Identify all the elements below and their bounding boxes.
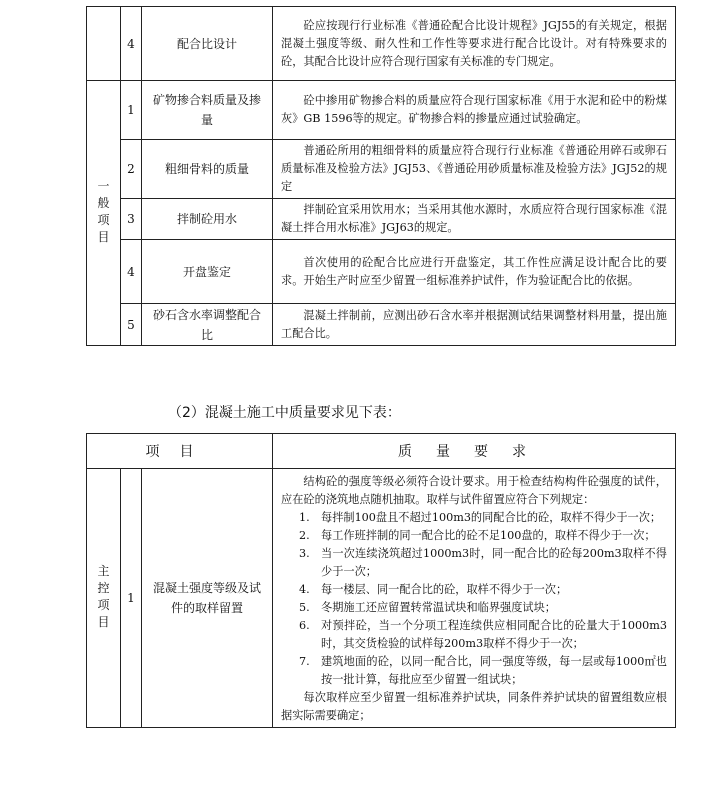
- category-cell-empty: [87, 7, 121, 81]
- item-requirement: 砼应按现行行业标准《普通砼配合比设计规程》JGJ55的有关规定，根据混凝土强度等级、耐久性和工作性等要求进行配合比设计。对有特殊要求的砼，其配合比设计应符合现行国家有关标准的专门规定。: [273, 7, 676, 81]
- item-number: 2: [121, 140, 142, 199]
- sampling-rules-list: [281, 509, 667, 689]
- category-label: 一般项目: [97, 178, 110, 244]
- item-number: 4: [121, 240, 142, 304]
- table-header-row: [87, 434, 676, 469]
- item-requirement: 拌制砼宜采用饮用水；当采用其他水源时，水质应符合现行国家标准《混凝土拌合用水标准》JGJ63的规定。: [273, 199, 676, 240]
- table-row: [87, 240, 676, 304]
- table-row: [87, 304, 676, 346]
- category-cell: [87, 469, 121, 728]
- table-row: [87, 7, 676, 81]
- item-requirement: 砼中掺用矿物掺合料的质量应符合现行国家标准《用于水泥和砼中的粉煤灰》GB 1596等的规定。矿物掺合料的掺量应通过试验确定。: [273, 81, 676, 140]
- list-item: 3. 当一次连续浇筑超过1000m3时，同一配合比的砼每200m3取样不得少于一次；: [299, 547, 667, 578]
- item-number: 4: [121, 7, 142, 81]
- table-row: [87, 469, 676, 728]
- item-name: 开盘鉴定: [142, 240, 273, 304]
- requirement-intro: 结构砼的强度等级必须符合设计要求。用于检查结构构件砼强度的试件，应在砼的浇筑地点随机抽取。取样与试件留置应符合下列规定：: [281, 475, 667, 506]
- item-name: 粗细骨料的质量: [142, 140, 273, 199]
- item-number: 1: [121, 469, 142, 728]
- item-name: 砂石含水率调整配合比: [142, 304, 273, 346]
- item-requirement: 混凝土拌制前，应测出砂石含水率并根据测试结果调整材料用量，提出施工配合比。: [273, 304, 676, 346]
- item-number: 3: [121, 199, 142, 240]
- list-item: 7. 建筑地面的砼，以同一配合比，同一强度等级，每一层或每1000㎡也按一批计算，每批应至少留置一组试块；: [299, 655, 667, 686]
- header-requirement: 质量要求: [273, 434, 676, 469]
- table-row: [87, 81, 676, 140]
- list-item: 1. 每拌制100盘且不超过100m3的同配合比的砼，取样不得少于一次；: [299, 511, 662, 524]
- list-item: 6. 对预拌砼，当一个分项工程连续供应相同配合比的砼量大于1000m3时，其交货检验的试样每200m3取样不得少于一次；: [299, 619, 667, 650]
- category-label: 主控项目: [97, 563, 110, 629]
- list-item: 2. 每工作班拌制的同一配合比的砼不足100盘的，取样不得少于一次；: [299, 529, 656, 542]
- list-item: 4. 每一楼层、同一配合比的砼，取样不得少于一次；: [299, 583, 568, 596]
- list-item: 5. 冬期施工还应留置转常温试块和临界强度试块；: [299, 601, 556, 614]
- item-requirement: 首次使用的砼配合比应进行开盘鉴定，其工作性应满足设计配合比的要求。开始生产时应至少留置一组标准养护试件，作为验证配合比的依据。: [273, 240, 676, 304]
- item-name: 配合比设计: [142, 7, 273, 81]
- item-requirement: [273, 469, 676, 728]
- item-name: 混凝土强度等级及试件的取样留置: [142, 469, 273, 728]
- item-requirement: 普通砼所用的粗细骨料的质量应符合现行行业标准《普通砼用碎石或卵石质量标准及检验方法》JGJ53、《普通砼用砂质量标准及检验方法》JGJ52的规定: [273, 140, 676, 199]
- concrete-construction-quality-table: [86, 433, 676, 728]
- item-number: 1: [121, 81, 142, 140]
- item-name: 拌制砼用水: [142, 199, 273, 240]
- item-number: 5: [121, 304, 142, 346]
- header-item: 项目: [87, 434, 273, 469]
- table-row: [87, 140, 676, 199]
- concrete-general-items-table: [86, 6, 676, 346]
- section-caption: （2）混凝土施工中质量要求见下表：: [168, 405, 401, 421]
- requirement-outro: 每次取样应至少留置一组标准养护试块，同条件养护试块的留置组数应根据实际需要确定；: [281, 691, 667, 722]
- item-name: 矿物掺合料质量及掺量: [142, 81, 273, 140]
- category-cell: [87, 81, 121, 346]
- table-row: [87, 199, 676, 240]
